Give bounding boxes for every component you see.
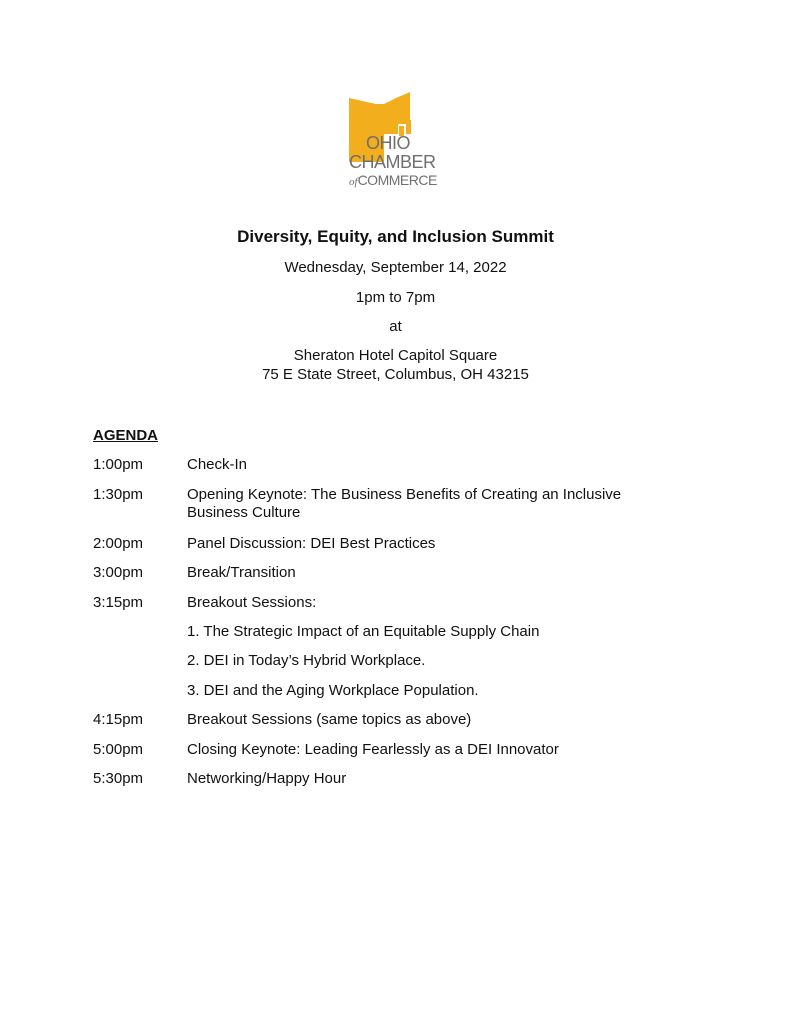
agenda-item: Closing Keynote: Leading Fearlessly as a DEI Innovator [187,741,559,758]
agenda-time: 4:15pm [93,711,144,728]
logo-text-ohio: OHIO [366,133,411,153]
breakout-session-item: 3. DEI and the Aging Workplace Population. [187,682,479,699]
agenda-item: Break/Transition [187,564,296,581]
event-title: Diversity, Equity, and Inclusion Summit [237,227,554,246]
logo-text-chamber: CHAMBER [349,152,436,172]
agenda-item: Breakout Sessions: [187,594,317,611]
event-date: Wednesday, September 14, 2022 [284,259,507,276]
event-address: 75 E State Street, Columbus, OH 43215 [262,366,529,383]
agenda-item: Check-In [187,456,248,473]
breakout-session-item: 2. DEI in Today’s Hybrid Workplace. [187,652,426,669]
agenda-time: 5:00pm [93,741,144,758]
agenda-time: 3:15pm [93,594,144,611]
logo-text-of: of [349,176,358,188]
agenda-time: 1:00pm [93,456,144,473]
event-at: at [389,318,402,335]
agenda-heading: AGENDA [93,427,159,444]
agenda-time: 5:30pm [93,770,144,787]
agenda-time: 2:00pm [93,535,144,552]
agenda-time: 3:00pm [93,564,144,581]
agenda-time: 1:30pm [93,486,144,503]
agenda-item: Panel Discussion: DEI Best Practices [187,535,436,552]
agenda-item: Networking/Happy Hour [187,770,347,787]
event-time: 1pm to 7pm [355,289,436,306]
ohio-chamber-logo [346,92,446,200]
logo-text-commerce-word: COMMERCE [357,172,437,188]
breakout-session-item: 1. The Strategic Impact of an Equitable Supply Chain [187,623,540,640]
agenda-item: Opening Keynote: The Business Benefits of Creating an Inclusive Business Culture [187,486,622,521]
agenda-item: Breakout Sessions (same topics as above) [187,711,472,728]
event-venue: Sheraton Hotel Capitol Square [293,347,498,364]
logo-text-commerce [349,172,437,188]
